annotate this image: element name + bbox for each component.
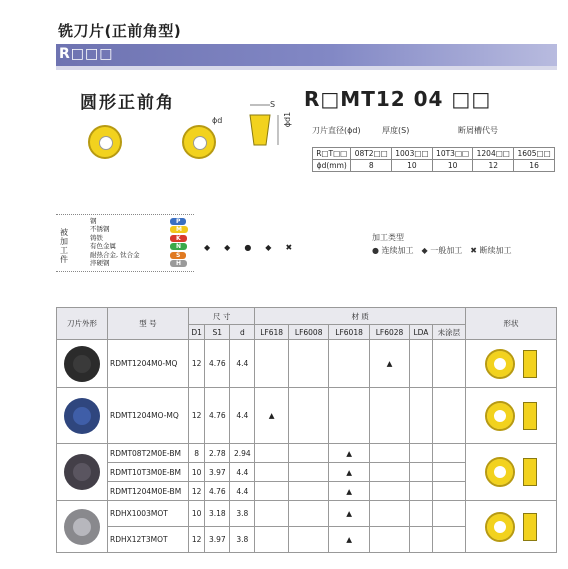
header-lf618: LF618: [255, 325, 289, 340]
header-lf6028: LF6028: [369, 325, 409, 340]
model-code: R□MT12 04 □□: [304, 87, 492, 111]
shape-drawing: [466, 388, 557, 444]
material-name: 淬硬钢: [90, 259, 110, 268]
material-cell: [255, 444, 289, 463]
d1-cell: 10: [189, 501, 205, 527]
s1-cell: 4.76: [205, 340, 230, 388]
insert-type-title: 圆形正前角: [80, 93, 175, 113]
material-cell: [288, 501, 328, 527]
material-cell: [432, 388, 465, 444]
material-cell: [288, 482, 328, 501]
workpiece-side-label: 被 加 工 件: [60, 228, 68, 264]
material-cell: [432, 482, 465, 501]
insert-photo-icon: [64, 346, 100, 382]
spec-cell: R□T□□: [313, 148, 351, 160]
insert-photo: [57, 340, 108, 388]
header-lda: LDA: [410, 325, 433, 340]
legend-general: ◆ 一般加工: [421, 246, 463, 255]
insert-side-icon: [240, 100, 293, 160]
spec-cell: 10: [432, 160, 473, 172]
s1-cell: 4.76: [205, 388, 230, 444]
material-code-badge: P: [170, 218, 186, 225]
spec-cell: 1605□□: [514, 148, 555, 160]
material-cell: [410, 444, 433, 463]
spec-row: [313, 148, 555, 160]
caption-diameter: 刀片直径(ϕd): [312, 126, 361, 135]
band-shadow: [56, 66, 557, 70]
material-cell: [255, 482, 289, 501]
d1-cell: 12: [189, 482, 205, 501]
material-cell: [432, 463, 465, 482]
material-code-badge: N: [170, 243, 187, 250]
material-cell: [288, 527, 328, 553]
insert-dimension-icon: [182, 125, 218, 161]
material-cell: [329, 340, 369, 388]
d-cell: 4.4: [230, 482, 255, 501]
header-size: 尺 寸: [189, 308, 255, 325]
material-cell: ▲: [329, 501, 369, 527]
shape-top-icon: [485, 512, 515, 542]
material-cell: [369, 463, 409, 482]
processing-mark: ◆: [204, 243, 211, 252]
header-material: 材 质: [255, 308, 466, 325]
material-name: 有色金属: [90, 242, 116, 251]
material-cell: [432, 444, 465, 463]
d-cell: 4.4: [230, 388, 255, 444]
table-row: [57, 388, 557, 444]
spec-cell: 10T3□□: [432, 148, 473, 160]
shape-top-icon: [485, 401, 515, 431]
workpiece-marks: [204, 243, 314, 252]
material-cell: [432, 340, 465, 388]
material-cell: [410, 388, 433, 444]
material-name: 钢: [90, 216, 97, 225]
material-cell: [369, 501, 409, 527]
material-cell: [369, 482, 409, 501]
table-row: [57, 501, 557, 527]
section-code: R□□□: [59, 46, 114, 62]
material-cell: [369, 444, 409, 463]
s1-cell: 3.18: [205, 501, 230, 527]
shape-side-icon: [523, 458, 537, 486]
model-cell: RDMT10T3M0E-BM: [108, 463, 189, 482]
spec-cell: 10: [392, 160, 433, 172]
d1-cell: 10: [189, 463, 205, 482]
section-band: [56, 44, 557, 66]
material-cell: [255, 463, 289, 482]
material-cell: ▲: [329, 527, 369, 553]
workpiece-material-row: [90, 226, 200, 235]
insert-front-icon: [88, 125, 124, 161]
model-cell: RDHX1003MOT: [108, 501, 189, 527]
d-cell: 4.4: [230, 340, 255, 388]
material-cell: [288, 388, 328, 444]
thickness-label: S: [270, 100, 276, 109]
material-cell: [432, 501, 465, 527]
material-cell: [410, 463, 433, 482]
d1-cell: 8: [189, 444, 205, 463]
material-cell: [369, 527, 409, 553]
material-cell: [410, 527, 433, 553]
header-shape: 刀片外形: [57, 308, 108, 340]
material-cell: [288, 444, 328, 463]
d1-cell: 12: [189, 527, 205, 553]
legend-interrupted: ✖ 断续加工: [470, 246, 512, 255]
spec-row: [313, 160, 555, 172]
shape-drawing: [466, 340, 557, 388]
page-title: 铣刀片(正前角型): [58, 22, 182, 40]
workpiece-material-row: [90, 260, 200, 269]
material-cell: [369, 388, 409, 444]
d-cell: 3.8: [230, 527, 255, 553]
material-cell: ▲: [255, 388, 289, 444]
material-cell: [432, 527, 465, 553]
material-cell: [410, 501, 433, 527]
header-d: d: [230, 325, 255, 340]
insert-photo-icon: [64, 398, 100, 434]
workpiece-list: [90, 217, 200, 268]
material-cell: [255, 340, 289, 388]
header-form: 形状: [466, 308, 557, 340]
header-lf6008: LF6008: [288, 325, 328, 340]
material-cell: ▲: [329, 444, 369, 463]
material-cell: ▲: [329, 463, 369, 482]
d-cell: 3.8: [230, 501, 255, 527]
header-s1: S1: [205, 325, 230, 340]
insert-photo: [57, 444, 108, 501]
material-cell: [410, 340, 433, 388]
diameter-label: ϕd: [212, 116, 223, 125]
material-cell: [329, 388, 369, 444]
material-cell: [288, 340, 328, 388]
s1-cell: 2.78: [205, 444, 230, 463]
d1-label: ϕd1: [283, 111, 293, 128]
header-lf6018: LF6018: [329, 325, 369, 340]
spec-cell: 08T2□□: [351, 148, 392, 160]
material-cell: [288, 463, 328, 482]
shape-side-icon: [523, 513, 537, 541]
material-cell: ▲: [329, 482, 369, 501]
spec-table: [312, 147, 555, 172]
legend-continuous: ● 连续加工: [372, 246, 414, 255]
table-row: [57, 340, 557, 388]
model-cell: RDMT08T2M0E-BM: [108, 444, 189, 463]
s1-cell: 4.76: [205, 482, 230, 501]
material-code-badge: H: [170, 260, 187, 267]
processing-title: 加工类型: [372, 233, 404, 242]
material-code-badge: K: [170, 235, 187, 242]
s1-cell: 3.97: [205, 463, 230, 482]
material-code-badge: M: [170, 226, 188, 233]
spec-cell: 1003□□: [392, 148, 433, 160]
table-row: [57, 444, 557, 463]
material-cell: [255, 501, 289, 527]
material-cell: [410, 482, 433, 501]
d1-cell: 12: [189, 388, 205, 444]
shape-drawing: [466, 501, 557, 553]
shape-side-icon: [523, 350, 537, 378]
shape-side-icon: [523, 402, 537, 430]
d-cell: 4.4: [230, 463, 255, 482]
header-uncoated: 未涂层: [432, 325, 465, 340]
s1-cell: 3.97: [205, 527, 230, 553]
material-code-badge: S: [170, 252, 186, 259]
caption-thickness: 厚度(S): [382, 126, 410, 135]
processing-mark: ✖: [285, 243, 293, 252]
shape-drawing: [466, 444, 557, 501]
model-cell: RDHX12T3MOT: [108, 527, 189, 553]
processing-mark: ◆: [265, 243, 272, 252]
spec-cell: 12: [473, 160, 514, 172]
insert-photo-icon: [64, 509, 100, 545]
insert-photo-icon: [64, 454, 100, 490]
material-cell: [255, 527, 289, 553]
shape-top-icon: [485, 349, 515, 379]
caption-chipbreaker: 断屑槽代号: [458, 126, 498, 135]
d1-cell: 12: [189, 340, 205, 388]
spec-cell: 1204□□: [473, 148, 514, 160]
d-cell: 2.94: [230, 444, 255, 463]
processing-legend: [372, 245, 511, 256]
processing-mark: ●: [244, 243, 252, 252]
header-d1: D1: [189, 325, 205, 340]
model-cell: RDMT1204M0-MQ: [108, 340, 189, 388]
model-cell: RDMT1204M0E-BM: [108, 482, 189, 501]
material-cell: ▲: [369, 340, 409, 388]
shape-top-icon: [485, 457, 515, 487]
header-model: 型 号: [108, 308, 189, 340]
material-name: 不锈钢: [90, 225, 110, 234]
material-name: 耐热合金, 钛合金: [90, 250, 140, 259]
product-table: [56, 307, 557, 553]
material-name: 铸铁: [90, 233, 103, 242]
processing-mark: ◆: [224, 243, 231, 252]
spec-cell: 8: [351, 160, 392, 172]
model-cell: RDMT1204MO-MQ: [108, 388, 189, 444]
insert-photo: [57, 501, 108, 553]
spec-cell: 16: [514, 160, 555, 172]
spec-cell: ϕd(mm): [313, 160, 351, 172]
workpiece-material-row: [90, 243, 200, 252]
insert-photo: [57, 388, 108, 444]
